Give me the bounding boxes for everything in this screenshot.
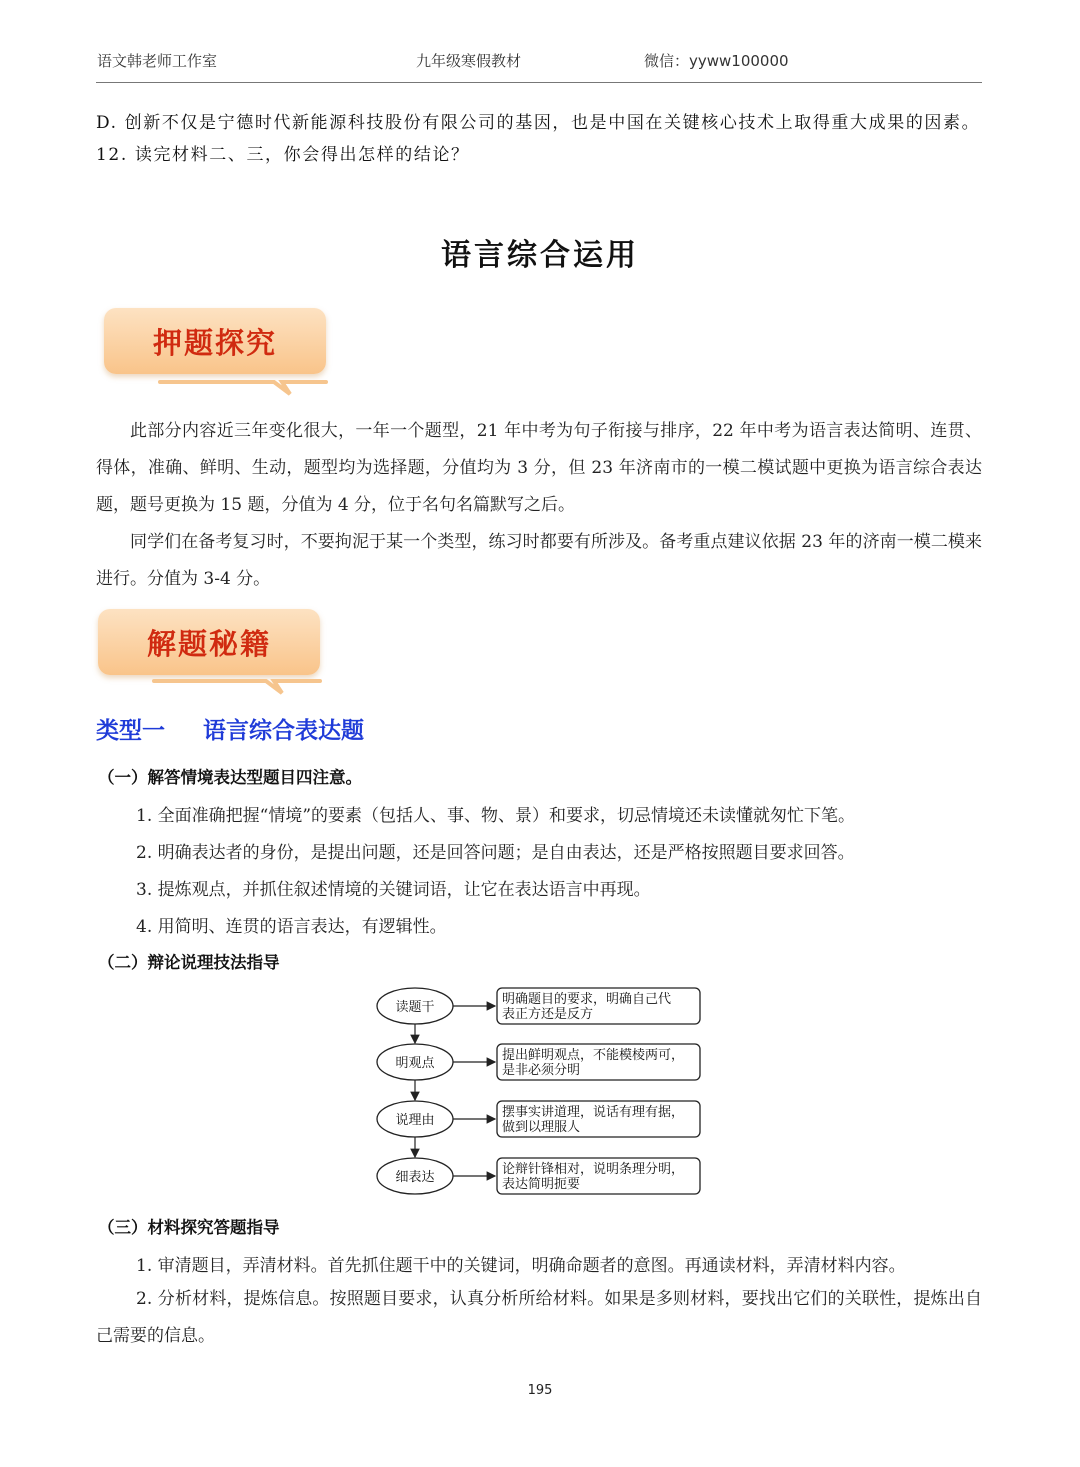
flow-step-label: 读题干 [395, 1000, 435, 1015]
flow-desc-line: 表正方还是反方 [502, 1007, 594, 1022]
header-center: 九年级寒假教材 [416, 52, 522, 70]
section-1-heading: （一）解答情境表达型题目四注意。 [98, 768, 362, 787]
debate-flowchart [370, 982, 710, 1200]
flow-step-2 [377, 1044, 700, 1080]
banner-tail-icon [104, 374, 334, 402]
section-1-item: 1. 全面准确把握“情境”的要素（包括人、事、物、景）和要求，切忌情境还未读懂就匆忙下笔。 [136, 806, 856, 826]
header-right: 微信：yyww100000 [644, 52, 789, 70]
flow-step-4 [377, 1158, 700, 1194]
type-name: 语言综合表达题 [203, 718, 364, 744]
flow-desc-line: 摆事实讲道理，说话有理有据， [502, 1105, 685, 1120]
flow-desc-line: 提出鲜明观点，不能模棱两可， [502, 1048, 685, 1063]
header-divider [96, 82, 982, 83]
section-3-item: 2. 分析材料，提炼信息。按照题目要求，认真分析所给材料。如果是多则材料，要找出它们的关联性，提炼出自己需要的信息。 [96, 1289, 982, 1346]
flow-step-label: 明观点 [395, 1056, 435, 1071]
section-3-item: 1. 审清题目，弄清材料。首先抓住题干中的关键词，明确命题者的意图。再通读材料，弄清材料内容。 [136, 1256, 906, 1276]
header-left: 语文韩老师工作室 [97, 52, 218, 70]
flow-desc-line: 做到以理服人 [502, 1120, 581, 1135]
flow-desc-line: 表达简明扼要 [502, 1177, 581, 1192]
section-1-item: 4. 用简明、连贯的语言表达，有逻辑性。 [136, 917, 447, 937]
flow-step-label: 细表达 [395, 1170, 435, 1185]
banner-label: 押题探究 [104, 308, 326, 374]
banner-label: 解题秘籍 [98, 609, 320, 675]
type-heading [96, 712, 364, 745]
section-3-heading: （三）材料探究答题指导 [98, 1218, 280, 1237]
option-d: D. 创新不仅是宁德时代新能源科技股份有限公司的基因，也是中国在关键核心技术上取得重大成果的因素。 [96, 113, 981, 133]
flow-desc-line: 论辩针锋相对，说明条理分明， [502, 1162, 685, 1177]
section-2-heading: （二）辩论说理技法指导 [98, 953, 280, 972]
page-title: 语言综合运用 [441, 238, 639, 273]
banner-tail-icon [98, 675, 328, 703]
question-12: 12. 读完材料二、三，你会得出怎样的结论？ [96, 145, 470, 165]
intro-paragraph-2: 同学们在备考复习时，不要拘泥于某一个类型，练习时都要有所涉及。备考重点建议依据 23 年的济南一模二模来进行。分值为 3-4 分。 [96, 532, 982, 589]
flow-step-label: 说理由 [395, 1113, 435, 1128]
section-1-item: 3. 提炼观点，并抓住叙述情境的关键词语，让它在表达语言中再现。 [136, 880, 651, 900]
flow-step-3 [377, 1101, 700, 1137]
intro-paragraph-1: 此部分内容近三年变化很大，一年一个题型，21 年中考为句子衔接与排序，22 年中考为语言表达简明、连贯、得体，准确、鲜明、生动，题型均为选择题，分值均为 3 分，但 23 年济南市的一模二模试题中更换为语言综合表达题，题号更换为 15 题，分值为 4 分，位于名句名篇默写之后。 [96, 421, 982, 515]
section-1-item: 2. 明确表达者的身份，是提出问题，还是回答问题；是自由表达，还是严格按照题目要求回答。 [136, 843, 855, 863]
page-number: 195 [527, 1383, 553, 1398]
flow-desc-line: 明确题目的要求，明确自己代 [502, 992, 672, 1007]
flow-desc-line: 是非必须分明 [502, 1063, 581, 1078]
banner-solving-tips [98, 609, 328, 707]
type-label: 类型一 [96, 718, 165, 744]
flow-step-1 [377, 988, 700, 1024]
banner-exam-prediction [104, 308, 334, 406]
